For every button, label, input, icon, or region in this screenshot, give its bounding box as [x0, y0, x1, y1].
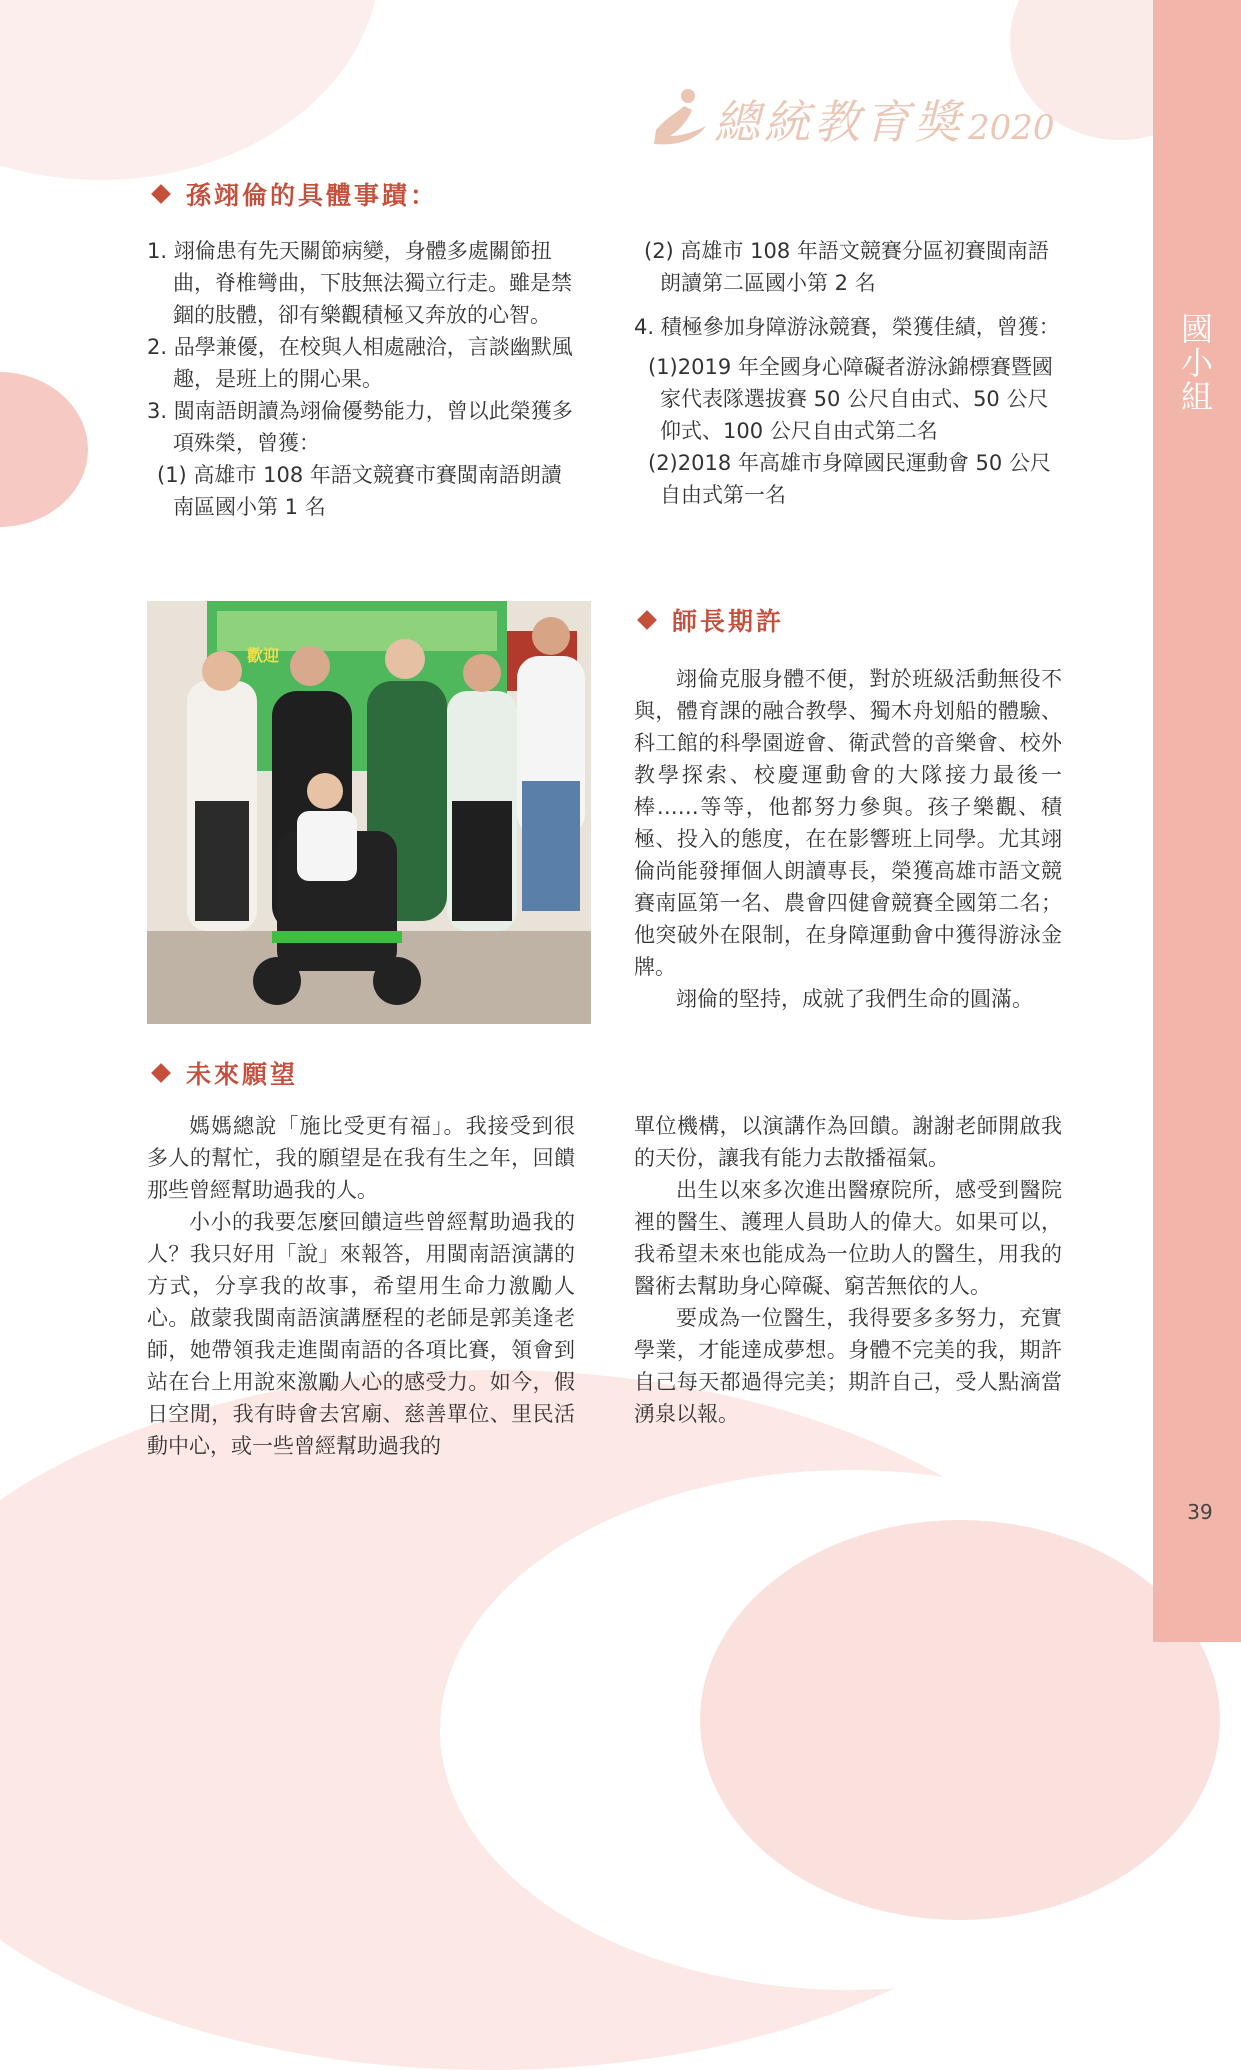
- list-item: 4. 積極參加身障游泳競賽，榮獲佳績，曾獲：: [634, 315, 1060, 339]
- logo-year: 2020: [968, 108, 1055, 148]
- heading-achievements: [150, 176, 438, 212]
- paragraph: 翊倫克服身體不便，對於班級活動無役不與，體育課的融合教學、獨木舟划船的體驗、科工館的科學園遊會、衛武營的音樂會、校外教學探索、校慶運動會的大隊接力最後一棒……等等，他都努力參與。孩子樂觀、積極、投入的態度，在在影響班上同學。尤其翊倫尚能發揮個人朗讀專長，榮獲高雄市語文競賽南區第一名、農會四健會競賽全國第二名；他突破外在限制，在身障運動會中獲得游泳金牌。: [634, 667, 1062, 979]
- background-circle-top-left: [0, 0, 380, 180]
- future-wish-right-column: [634, 1110, 1062, 1430]
- page-number: 39: [1187, 1500, 1213, 1524]
- paragraph: 媽媽總說「施比受更有福」。我接受到很多人的幫忙，我的願望是在我有生之年，回饋那些曾經幫助過我的人。: [147, 1114, 575, 1202]
- category-label: 國小組: [1176, 312, 1214, 414]
- sub-list-item: (1)2019 年全國身心障礙者游泳錦標賽暨國家代表隊選拔賽 50 公尺自由式、50 公尺仰式、100 公尺自由式第二名: [648, 355, 1053, 443]
- heading-future-wish: [150, 1055, 298, 1091]
- heading-text: 未來願望: [186, 1060, 299, 1089]
- diamond-bullet-icon: [151, 1063, 171, 1083]
- list-item: 1. 翊倫患有先天關節病變，身體多處關節扭曲，脊椎彎曲，下肢無法獨立行走。雖是禁錮的肢體，卻有樂觀積極又奔放的心智。: [147, 239, 572, 327]
- category-sidebar: [1153, 0, 1241, 1642]
- runner-icon: [648, 86, 712, 152]
- paragraph: 出生以來多次進出醫療院所，感受到醫院裡的醫生、護理人員助人的偉大。如果可以，我希望未來也能成為一位助人的醫生，用我的醫術去幫助身心障礙、窮苦無依的人。: [634, 1178, 1062, 1298]
- sub-list-item: (2) 高雄市 108 年語文競賽分區初賽閩南語朗讀第二區國小第 2 名: [644, 239, 1049, 295]
- award-logo: [648, 82, 1098, 152]
- paragraph-continuation: 單位機構，以演講作為回饋。謝謝老師開啟我的天份，讓我有能力去散播福氣。: [634, 1114, 1062, 1170]
- heading-text: 師長期許: [672, 607, 785, 636]
- list-item: 3. 閩南語朗讀為翊倫優勢能力，曾以此榮獲多項殊榮，曾獲：: [147, 399, 573, 455]
- sub-list-item: (2)2018 年高雄市身障國民運動會 50 公尺自由式第一名: [648, 451, 1051, 507]
- teacher-expectation-text: [634, 663, 1062, 1015]
- future-wish-left-column: [147, 1110, 575, 1462]
- photo-banner-text: 歡迎: [247, 646, 280, 665]
- diamond-bullet-icon: [637, 610, 657, 630]
- paragraph: 要成為一位醫生，我得要多多努力，充實學業，才能達成夢想。身體不完美的我，期許自己每天都過得完美；期許自己，受人點滴當湧泉以報。: [634, 1306, 1062, 1426]
- sub-list-item: (1) 高雄市 108 年語文競賽市賽閩南語朗讀南區國小第 1 名: [157, 463, 562, 519]
- paragraph: 翊倫的堅持，成就了我們生命的圓滿。: [676, 987, 1033, 1011]
- paragraph: 小小的我要怎麼回饋這些曾經幫助過我的人？我只好用「說」來報答，用閩南語演講的方式，分享我的故事，希望用生命力激勵人心。啟蒙我閩南語演講歷程的老師是郭美逢老師，她帶領我走進閩南語的各項比賽，領會到站在台上用說來激勵人心的感受力。如今，假日空閒，我有時會去宮廟、慈善單位、里民活動中心，或一些曾經幫助過我的: [147, 1210, 575, 1458]
- background-arc-bottom-right: [700, 1520, 1220, 1920]
- group-photo: [147, 601, 591, 1024]
- diamond-bullet-icon: [151, 184, 171, 204]
- logo-text: 總統教育獎: [714, 95, 964, 149]
- group-photo-illustration: [147, 601, 591, 1024]
- heading-text: 孫翊倫的具體事蹟：: [186, 181, 439, 210]
- achievements-right-column: [634, 235, 1062, 511]
- list-item: 2. 品學兼優，在校與人相處融洽，言談幽默風趣，是班上的開心果。: [147, 335, 573, 391]
- background-circle-left: [0, 372, 88, 527]
- achievements-left-column: [147, 235, 577, 523]
- heading-teacher-expectation: [636, 602, 784, 638]
